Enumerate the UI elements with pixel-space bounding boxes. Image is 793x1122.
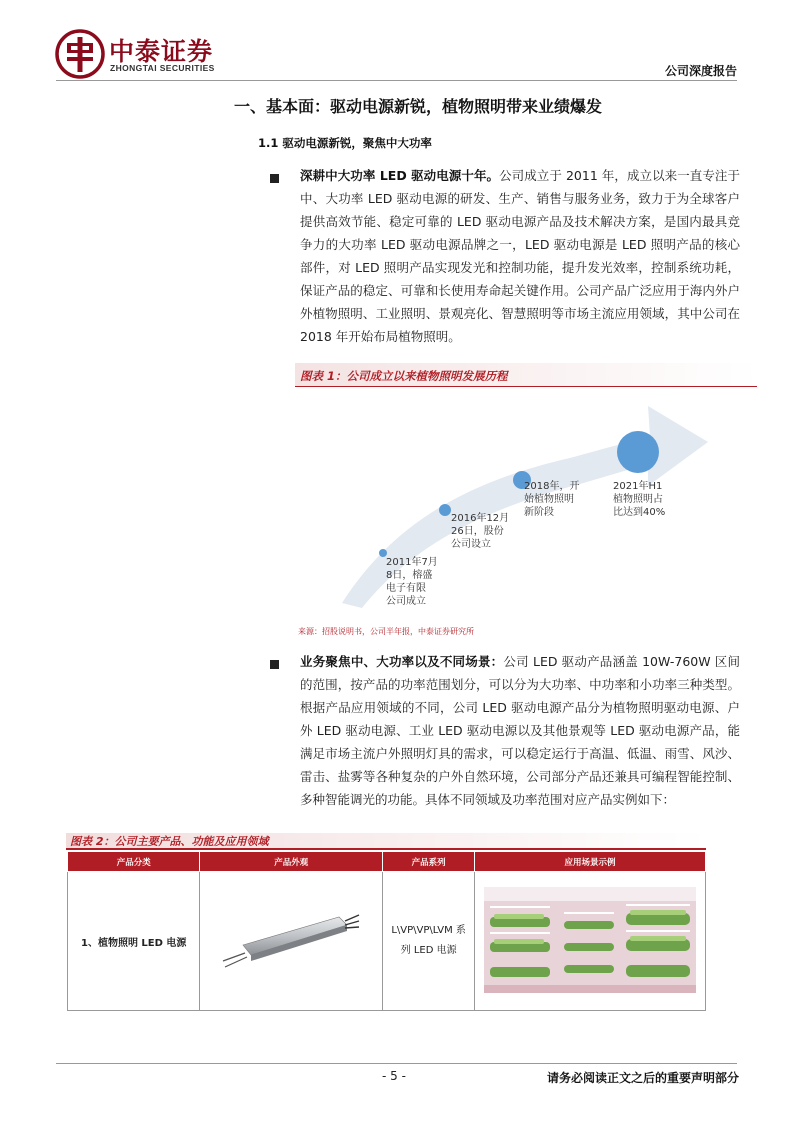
- milestone-label-2021-l1: 2021年H1: [613, 481, 663, 492]
- milestone-label-2011-l4: 公司成立: [386, 596, 426, 607]
- milestone-label-2018-l3: 新阶段: [524, 507, 554, 518]
- milestone-dot-2016: [439, 504, 451, 516]
- table-header-cell: 产品分类: [68, 852, 200, 872]
- milestone-label-2021: [613, 480, 665, 519]
- report-type-label: 公司深度报告: [664, 64, 737, 78]
- led-driver-product-image: [221, 905, 361, 975]
- milestone-label-2018-l1: 2018年，开: [524, 481, 580, 492]
- plant-factory-photo: [484, 887, 696, 993]
- milestone-label-2011-l2: 8日，榕盛: [386, 570, 433, 581]
- milestone-label-2011: [386, 556, 438, 608]
- logo-mark-icon: [55, 29, 105, 79]
- milestone-label-2016-l3: 公司设立: [451, 539, 491, 550]
- milestone-label-2018-l2: 始植物照明: [524, 494, 574, 505]
- paragraph-lead: 业务聚焦中、大功率以及不同场景：: [300, 654, 504, 669]
- paragraph-business-focus: [300, 650, 740, 811]
- milestone-label-2018: [524, 480, 579, 519]
- figure1-title: 图表 1：公司成立以来植物照明发展历程: [300, 369, 508, 383]
- milestone-dot-2021: [617, 431, 659, 473]
- paragraph-body: 公司 LED 驱动产品涵盖 10W-760W 区间的范围，按产品的功率范围划分，可以分为大功率、中功率和小功率三种类型。根据产品应用领域的不同，公司 LED 驱动电源产品分为植物照明驱动电源、户外 LED 驱动电源、工业 LED 驱动电源以及其他景观等 LED 驱动电源产品，能满足市场主流户外照明灯具的需求，可以稳定运行于高温、低温、雨雪、风沙、雷击、盐雾等各种复杂的户外自然环境，公司部分产品还兼具可编程智能控制、多种智能调光的功能。具体不同领域及功率范围对应产品实例如下：: [300, 654, 740, 807]
- milestone-label-2016: [451, 512, 509, 551]
- paragraph-company-intro: [300, 164, 740, 348]
- logo-english-name: ZHONGTAI SECURITIES: [110, 63, 215, 73]
- table-header-cell: 应用场景示例: [475, 852, 706, 872]
- milestone-label-2016-l1: 2016年12月: [451, 513, 510, 524]
- milestone-label-2016-l2: 26日，股份: [451, 526, 504, 537]
- figure2-title: 图表 2：公司主要产品、功能及应用领域: [70, 835, 269, 848]
- product-series-cell: L\VP\VP\LVM 系列 LED 电源: [383, 872, 475, 1011]
- paragraph-body: 公司成立于 2011 年，成立以来一直专注于中、大功率 LED 驱动电源的研发、生产、销售与服务业务，致力于为全球客户提供高效节能、稳定可靠的 LED 驱动电源产品及技术解决方案，是国内最具竞争力的大功率 LED 驱动电源品牌之一，LED 驱动电源是 LED 照明产品的核心部件，对 LED 照明产品实现发光和控制功能，提升发光效率，控制系统功耗，保证产品的稳定、可靠和长使用寿命起关键作用。公司产品广泛应用于海内外户外植物照明、工业照明、景观亮化、智慧照明等市场主流应用领域，其中公司在 2018 年开始布局植物照明。: [300, 168, 740, 344]
- page-number: - 5 -: [382, 1069, 406, 1083]
- table-row: [68, 872, 706, 1011]
- product-appearance-cell: [200, 872, 383, 1011]
- footer-divider: [56, 1063, 737, 1064]
- milestone-label-2021-l3: 比达到40%: [613, 507, 666, 518]
- table-header-row: [68, 852, 706, 872]
- milestone-label-2011-l3: 电子有限: [386, 583, 426, 594]
- section-heading: 一、基本面：驱动电源新锐，植物照明带来业绩爆发: [234, 97, 603, 116]
- product-category-cell: 1、植物照明 LED 电源: [68, 872, 200, 1011]
- bullet-icon: [270, 660, 279, 669]
- milestone-label-2021-l2: 植物照明占: [613, 494, 663, 505]
- logo-chinese-name: 中泰证券: [109, 37, 214, 66]
- footer-disclaimer: 请务必阅读正文之后的重要声明部分: [546, 1071, 739, 1085]
- product-table: [67, 851, 706, 1011]
- company-logo: [55, 26, 255, 82]
- subsection-heading: 1.1 驱动电源新锐，聚焦中大功率: [258, 136, 432, 150]
- milestone-label-2011-l1: 2011年7月: [386, 557, 438, 568]
- table-header-cell: 产品系列: [383, 852, 475, 872]
- figure-title-rule: [66, 848, 706, 850]
- bullet-icon: [270, 174, 279, 183]
- application-scene-cell: [475, 872, 706, 1011]
- table-header-cell: 产品外观: [200, 852, 383, 872]
- header-divider: [56, 80, 737, 81]
- figure1-source: 来源：招股说明书，公司半年报，中泰证券研究所: [298, 627, 474, 636]
- paragraph-lead: 深耕中大功率 LED 驱动电源十年。: [300, 168, 500, 183]
